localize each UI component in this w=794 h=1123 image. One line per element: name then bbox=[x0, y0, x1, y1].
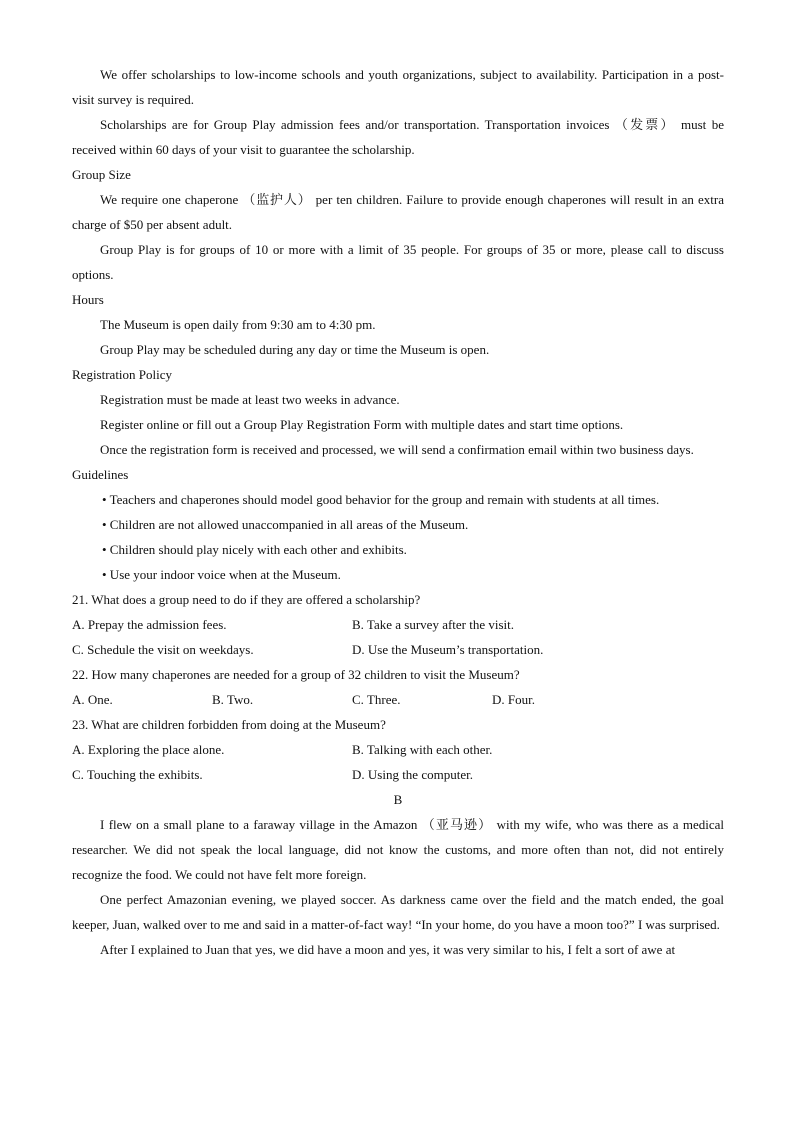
registration-heading: Registration Policy bbox=[72, 367, 173, 382]
guideline-item: • Use your indoor voice when at the Museum. bbox=[102, 567, 341, 582]
question-22-option-d: D. Four. bbox=[492, 692, 535, 707]
registration-paragraph-3: Once the registration form is received and processed, we will send a confirmation email within two business days. bbox=[100, 442, 694, 457]
hours-heading: Hours bbox=[72, 292, 104, 307]
question-23-stem: 23. What are children forbidden from doing at the Museum? bbox=[72, 717, 386, 732]
question-23-options-row-1 bbox=[72, 737, 724, 762]
question-21-option-b: B. Take a survey after the visit. bbox=[352, 617, 515, 632]
question-21-option-d: D. Use the Museum’s transportation. bbox=[352, 642, 544, 657]
document-page bbox=[72, 62, 724, 962]
question-22-option-a: A. One. bbox=[72, 692, 113, 707]
question-21-options-row-1 bbox=[72, 612, 724, 637]
passage-b-paragraph-2: One perfect Amazonian evening, we played soccer. As darkness came over the field and the match ended, the goal keeper, Juan, walked over to me and said in a matter-of-fact way! “In your home, do you have a moon too?” I was surprised. bbox=[72, 892, 724, 932]
scholarship-paragraph-1: We offer scholarships to low-income schools and youth organizations, subject to availability. Participation in a post-visit survey is required. bbox=[72, 67, 724, 107]
guideline-item: • Children should play nicely with each other and exhibits. bbox=[102, 542, 407, 557]
passage-b-label: B bbox=[393, 792, 403, 807]
question-22-stem: 22. How many chaperones are needed for a group of 32 children to visit the Museum? bbox=[72, 667, 520, 682]
question-23-option-d: D. Using the computer. bbox=[352, 767, 473, 782]
question-23-option-a: A. Exploring the place alone. bbox=[72, 742, 225, 757]
guidelines-heading: Guidelines bbox=[72, 467, 129, 482]
question-22-option-b: B. Two. bbox=[212, 692, 254, 707]
passage-b-paragraph-3: After I explained to Juan that yes, we did have a moon and yes, it was very similar to his, I felt a sort of awe at bbox=[100, 942, 676, 957]
question-21-option-c: C. Schedule the visit on weekdays. bbox=[72, 642, 254, 657]
registration-paragraph-1: Registration must be made at least two weeks in advance. bbox=[100, 392, 400, 407]
scholarship-paragraph-2: Scholarships are for Group Play admission fees and/or transportation. Transportation invoices （发票） must be received within 60 days of your visit to guarantee the scholarship. bbox=[72, 117, 724, 157]
question-21-option-a: A. Prepay the admission fees. bbox=[72, 617, 227, 632]
question-22-options-row bbox=[72, 687, 724, 712]
question-23-option-b: B. Talking with each other. bbox=[352, 742, 493, 757]
question-22-option-c: C. Three. bbox=[352, 692, 401, 707]
guideline-item: • Children are not allowed unaccompanied in all areas of the Museum. bbox=[102, 517, 469, 532]
guideline-item: • Teachers and chaperones should model good behavior for the group and remain with students at all times. bbox=[102, 492, 660, 507]
hours-paragraph-2: Group Play may be scheduled during any day or time the Museum is open. bbox=[100, 342, 490, 357]
question-23-options-row-2 bbox=[72, 762, 724, 787]
passage-b-paragraph-1: I flew on a small plane to a faraway village in the Amazon （亚马逊） with my wife, who was there as a medical researcher. We did not speak the local language, did not know the customs, and more often than not, did not entirely recognize the food. We could not have felt more foreign. bbox=[72, 817, 724, 882]
hours-paragraph-1: The Museum is open daily from 9:30 am to 4:30 pm. bbox=[100, 317, 376, 332]
group-size-paragraph-1: We require one chaperone （监护人） per ten children. Failure to provide enough chaperones will result in an extra charge of $50 per absent adult. bbox=[72, 192, 724, 232]
question-23-option-c: C. Touching the exhibits. bbox=[72, 767, 203, 782]
question-21-stem: 21. What does a group need to do if they are offered a scholarship? bbox=[72, 592, 421, 607]
registration-paragraph-2: Register online or fill out a Group Play Registration Form with multiple dates and start time options. bbox=[100, 417, 624, 432]
group-size-paragraph-2: Group Play is for groups of 10 or more with a limit of 35 people. For groups of 35 or more, please call to discuss options. bbox=[72, 242, 724, 282]
question-21-options-row-2 bbox=[72, 637, 724, 662]
group-size-heading: Group Size bbox=[72, 167, 131, 182]
